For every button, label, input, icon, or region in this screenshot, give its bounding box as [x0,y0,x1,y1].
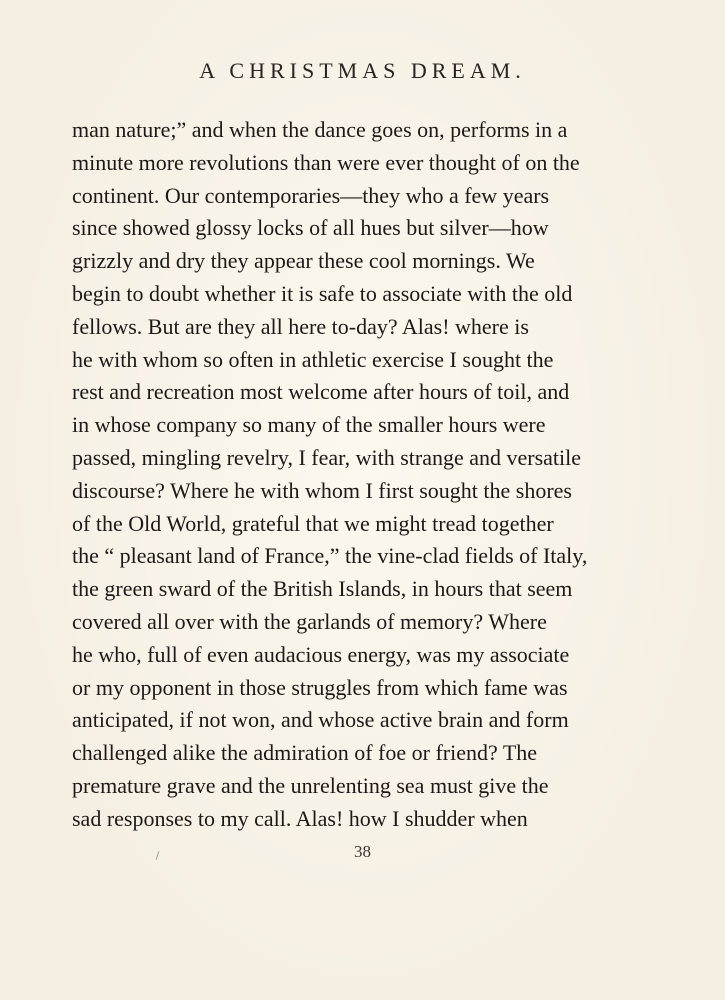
text-line: anticipated, if not won, and whose active brain and form [72,707,569,733]
text-line: fellows. But are they all here to-day? Alas! where is [72,313,529,339]
text-line: challenged alike the admiration of foe or friend? The [72,740,538,766]
text-line: continent. Our contemporaries—they who a few years [72,182,550,208]
text-line: he with whom so often in athletic exercise I sought the [72,346,554,372]
text-line: covered all over with the garlands of memory? Where [72,608,547,634]
text-line: or my opponent in those struggles from which fame was [72,674,568,700]
text-line: sad responses to my call. Alas! how I shudder when [72,805,528,831]
text-line: rest and recreation most welcome after hours of toil, and [72,379,570,405]
text-line: the green sward of the British Islands, in hours that seem [72,576,573,602]
body-text [72,114,670,836]
text-line: since showed glossy locks of all hues but silver—how [72,215,549,241]
text-line: discourse? Where he with whom I first sought the shores [72,477,572,503]
running-head: A CHRISTMAS DREAM. [199,58,526,83]
text-line: man nature;” and when the dance goes on, performs in a [72,117,568,142]
page-number: 38 [354,842,371,861]
text-line: grizzly and dry they appear these cool mornings. We [72,248,535,274]
text-line: premature grave and the unrelenting sea must give the [72,772,549,798]
text-line: begin to doubt whether it is safe to associate with the old [72,280,573,306]
text-line: in whose company so many of the smaller hours were [72,412,546,438]
text-line: he who, full of even audacious energy, was my associate [72,641,570,667]
text-line: of the Old World, grateful that we might tread together [72,510,554,536]
text-line: the “ pleasant land of France,” the vine-clad fields of Italy, [72,543,588,569]
text-line: passed, mingling revelry, I fear, with strange and versatile [72,444,582,470]
text-line: minute more revolutions than were ever thought of on the [72,149,580,175]
